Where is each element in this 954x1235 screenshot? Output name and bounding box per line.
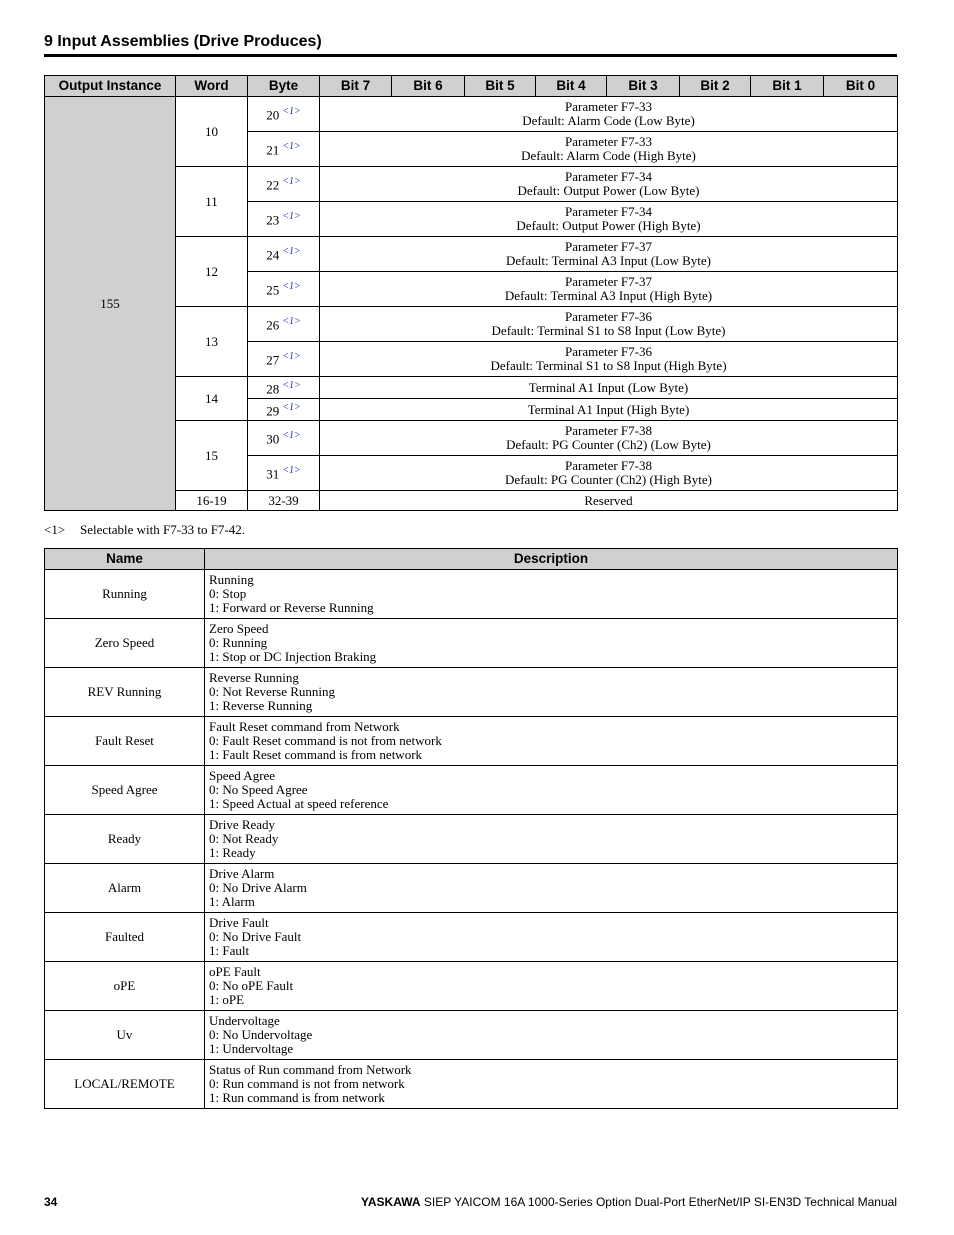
word-cell: 10 xyxy=(176,97,248,167)
header-cell: Bit 4 xyxy=(536,76,607,97)
description-line: 0: No Speed Agree xyxy=(209,782,308,797)
description-line: Speed Agree xyxy=(209,768,276,783)
description-line: 1: oPE xyxy=(209,992,245,1007)
table-row xyxy=(45,962,898,1011)
description-line: 1: Speed Actual at speed reference xyxy=(209,796,389,811)
bit-data-line: Parameter F7-33 xyxy=(564,99,652,114)
note-ref: <1> xyxy=(282,176,301,188)
description-line: Drive Ready xyxy=(209,817,276,832)
table-row xyxy=(45,97,898,132)
bit-data-line: Parameter F7-36 xyxy=(564,309,652,324)
bit-data-cell xyxy=(320,97,898,132)
note-ref: <1> xyxy=(282,316,301,328)
header-cell: Bit 2 xyxy=(680,76,751,97)
description-line: oPE Fault xyxy=(209,964,261,979)
header-name: Name xyxy=(45,549,205,570)
byte-value: 31 xyxy=(266,466,280,482)
output-instance-cell: 155 xyxy=(45,97,176,511)
name-cell: Ready xyxy=(45,815,205,864)
bit-data-line: Parameter F7-36 xyxy=(564,344,652,359)
description-cell xyxy=(205,668,898,717)
name-cell: Faulted xyxy=(45,913,205,962)
bit-data-line: Default: PG Counter (Ch2) (High Byte) xyxy=(505,472,712,487)
bit-data-line: Default: Output Power (Low Byte) xyxy=(517,183,700,198)
description-line: Drive Alarm xyxy=(209,866,275,881)
byte-cell xyxy=(248,237,320,272)
table-row xyxy=(45,815,898,864)
bit-data-cell xyxy=(320,202,898,237)
name-cell: Uv xyxy=(45,1011,205,1060)
bit-data-line: Default: Terminal A3 Input (Low Byte) xyxy=(506,253,711,268)
byte-value: 30 xyxy=(266,431,280,447)
byte-cell xyxy=(248,377,320,399)
name-cell: Zero Speed xyxy=(45,619,205,668)
description-cell xyxy=(205,815,898,864)
bit-data-line: Default: PG Counter (Ch2) (Low Byte) xyxy=(506,437,711,452)
header-cell: Output Instance xyxy=(45,76,176,97)
description-line: 1: Alarm xyxy=(209,894,255,909)
description-line: 1: Forward or Reverse Running xyxy=(209,600,374,615)
header-description: Description xyxy=(205,549,898,570)
bit-data-cell xyxy=(320,399,898,421)
byte-value: 24 xyxy=(266,247,280,263)
bit-data-line: Default: Output Power (High Byte) xyxy=(516,218,701,233)
description-cell xyxy=(205,766,898,815)
note-ref: <1> xyxy=(282,430,301,442)
table-row xyxy=(45,619,898,668)
description-line: Status of Run command from Network xyxy=(209,1062,412,1077)
bit-data-cell xyxy=(320,272,898,307)
description-cell xyxy=(205,1060,898,1109)
status-description-table xyxy=(44,548,898,1109)
header-cell: Bit 0 xyxy=(824,76,898,97)
description-cell xyxy=(205,570,898,619)
table-row xyxy=(45,668,898,717)
description-line: Reverse Running xyxy=(209,670,299,685)
footnote-symbol: <1> xyxy=(44,522,66,537)
byte-cell xyxy=(248,167,320,202)
byte-cell xyxy=(248,272,320,307)
header-cell: Bit 3 xyxy=(607,76,680,97)
table-row xyxy=(45,913,898,962)
bit-data-line: Parameter F7-37 xyxy=(564,239,652,254)
name-cell: LOCAL/REMOTE xyxy=(45,1060,205,1109)
word-cell: 16-19 xyxy=(176,491,248,511)
description-cell xyxy=(205,913,898,962)
bit-data-line: Parameter F7-37 xyxy=(564,274,652,289)
description-line: 0: No oPE Fault xyxy=(209,978,294,993)
byte-value: 21 xyxy=(266,142,280,158)
byte-cell xyxy=(248,202,320,237)
bit-data-line: Parameter F7-38 xyxy=(564,458,652,473)
footer-brand: YASKAWA xyxy=(360,1195,421,1209)
input-assembly-table xyxy=(44,75,898,511)
byte-cell xyxy=(248,132,320,167)
description-line: 0: No Drive Fault xyxy=(209,929,302,944)
bit-data-cell xyxy=(320,237,898,272)
description-line: 0: Running xyxy=(209,635,268,650)
section-title: 9 Input Assemblies (Drive Produces) xyxy=(44,33,322,50)
description-line: 1: Fault xyxy=(209,943,250,958)
bit-data-cell xyxy=(320,132,898,167)
page-number: 34 xyxy=(44,1195,58,1209)
description-line: Undervoltage xyxy=(209,1013,280,1028)
byte-value: 28 xyxy=(266,381,280,397)
note-ref: <1> xyxy=(282,246,301,258)
name-cell: oPE xyxy=(45,962,205,1011)
bit-data-line: Parameter F7-38 xyxy=(564,423,652,438)
bit-data-line: Parameter F7-33 xyxy=(564,134,652,149)
byte-value: 26 xyxy=(266,317,280,333)
description-line: 1: Reverse Running xyxy=(209,698,313,713)
bit-data-line: Parameter F7-34 xyxy=(564,169,652,184)
table-header-row xyxy=(45,76,898,97)
bit-data-cell xyxy=(320,421,898,456)
byte-cell xyxy=(248,456,320,491)
description-line: 0: No Undervoltage xyxy=(209,1027,313,1042)
bit-data-cell xyxy=(320,307,898,342)
footer-doc-title xyxy=(361,1195,897,1209)
footnote xyxy=(44,522,245,538)
word-cell: 12 xyxy=(176,237,248,307)
name-cell: Running xyxy=(45,570,205,619)
byte-cell xyxy=(248,421,320,456)
name-cell: Fault Reset xyxy=(45,717,205,766)
table-row xyxy=(45,1060,898,1109)
bit-data-line: Default: Terminal A3 Input (High Byte) xyxy=(504,288,713,303)
note-ref: <1> xyxy=(282,106,301,118)
note-ref: <1> xyxy=(282,281,301,293)
byte-value: 22 xyxy=(266,177,280,193)
note-ref: <1> xyxy=(282,211,301,223)
bit-data-line: Default: Alarm Code (Low Byte) xyxy=(522,113,695,128)
table-row xyxy=(45,717,898,766)
description-line: 0: Not Ready xyxy=(209,831,279,846)
word-cell: 14 xyxy=(176,377,248,421)
bit-data-line: Terminal A1 Input (Low Byte) xyxy=(528,379,689,395)
byte-value: 25 xyxy=(266,282,280,298)
name-cell: REV Running xyxy=(45,668,205,717)
note-ref: <1> xyxy=(282,351,301,363)
description-line: 1: Ready xyxy=(209,845,256,860)
description-line: 0: Run command is not from network xyxy=(209,1076,405,1091)
table-row xyxy=(45,1011,898,1060)
note-ref: <1> xyxy=(282,401,301,413)
reserved-cell: Reserved xyxy=(320,491,898,511)
bit-data-line: Default: Terminal S1 to S8 Input (High Byte) xyxy=(490,358,727,373)
description-cell xyxy=(205,864,898,913)
description-line: 0: Not Reverse Running xyxy=(209,684,336,699)
note-ref: <1> xyxy=(282,379,301,391)
byte-cell xyxy=(248,399,320,421)
description-line: 0: Fault Reset command is not from network xyxy=(209,733,442,748)
word-cell: 15 xyxy=(176,421,248,491)
description-line: Zero Speed xyxy=(209,621,269,636)
table-row xyxy=(45,570,898,619)
description-cell xyxy=(205,962,898,1011)
description-cell xyxy=(205,717,898,766)
table-row xyxy=(45,864,898,913)
header-cell: Word xyxy=(176,76,248,97)
header-cell: Bit 6 xyxy=(392,76,465,97)
bit-data-cell xyxy=(320,377,898,399)
table-row xyxy=(45,766,898,815)
byte-cell: 32-39 xyxy=(248,491,320,511)
byte-cell xyxy=(248,97,320,132)
description-line: 1: Run command is from network xyxy=(209,1090,385,1105)
description-line: Drive Fault xyxy=(209,915,269,930)
bit-data-line: Default: Terminal S1 to S8 Input (Low Byte) xyxy=(491,323,726,338)
description-line: 0: No Drive Alarm xyxy=(209,880,307,895)
bit-data-cell xyxy=(320,167,898,202)
note-ref: <1> xyxy=(282,465,301,477)
bit-data-cell xyxy=(320,456,898,491)
description-cell xyxy=(205,1011,898,1060)
byte-cell xyxy=(248,342,320,377)
bit-data-line: Terminal A1 Input (High Byte) xyxy=(527,401,690,417)
description-cell xyxy=(205,619,898,668)
byte-value: 20 xyxy=(266,107,280,123)
word-cell: 11 xyxy=(176,167,248,237)
bit-data-line: Default: Alarm Code (High Byte) xyxy=(521,148,696,163)
description-line: Running xyxy=(209,572,254,587)
section-rule xyxy=(44,54,897,57)
bit-data-line: Parameter F7-34 xyxy=(564,204,652,219)
description-line: 1: Undervoltage xyxy=(209,1041,294,1056)
byte-value: 27 xyxy=(266,352,280,368)
header-cell: Bit 1 xyxy=(751,76,824,97)
byte-value: 29 xyxy=(266,403,280,419)
table-header-row xyxy=(45,549,898,570)
header-cell: Bit 7 xyxy=(320,76,392,97)
footnote-text: Selectable with F7-33 to F7-42. xyxy=(80,522,246,537)
byte-value: 23 xyxy=(266,212,280,228)
bit-data-cell xyxy=(320,342,898,377)
footer-title-text: SIEP YAICOM 16A 1000-Series Option Dual-Port EtherNet/IP SI-EN3D Technical Manual xyxy=(423,1195,897,1209)
header-cell: Byte xyxy=(248,76,320,97)
note-ref: <1> xyxy=(282,141,301,153)
description-line: Fault Reset command from Network xyxy=(209,719,400,734)
name-cell: Speed Agree xyxy=(45,766,205,815)
description-line: 0: Stop xyxy=(209,586,247,601)
description-line: 1: Fault Reset command is from network xyxy=(209,747,423,762)
word-cell: 13 xyxy=(176,307,248,377)
description-line: 1: Stop or DC Injection Braking xyxy=(209,649,377,664)
header-cell: Bit 5 xyxy=(465,76,536,97)
name-cell: Alarm xyxy=(45,864,205,913)
byte-cell xyxy=(248,307,320,342)
